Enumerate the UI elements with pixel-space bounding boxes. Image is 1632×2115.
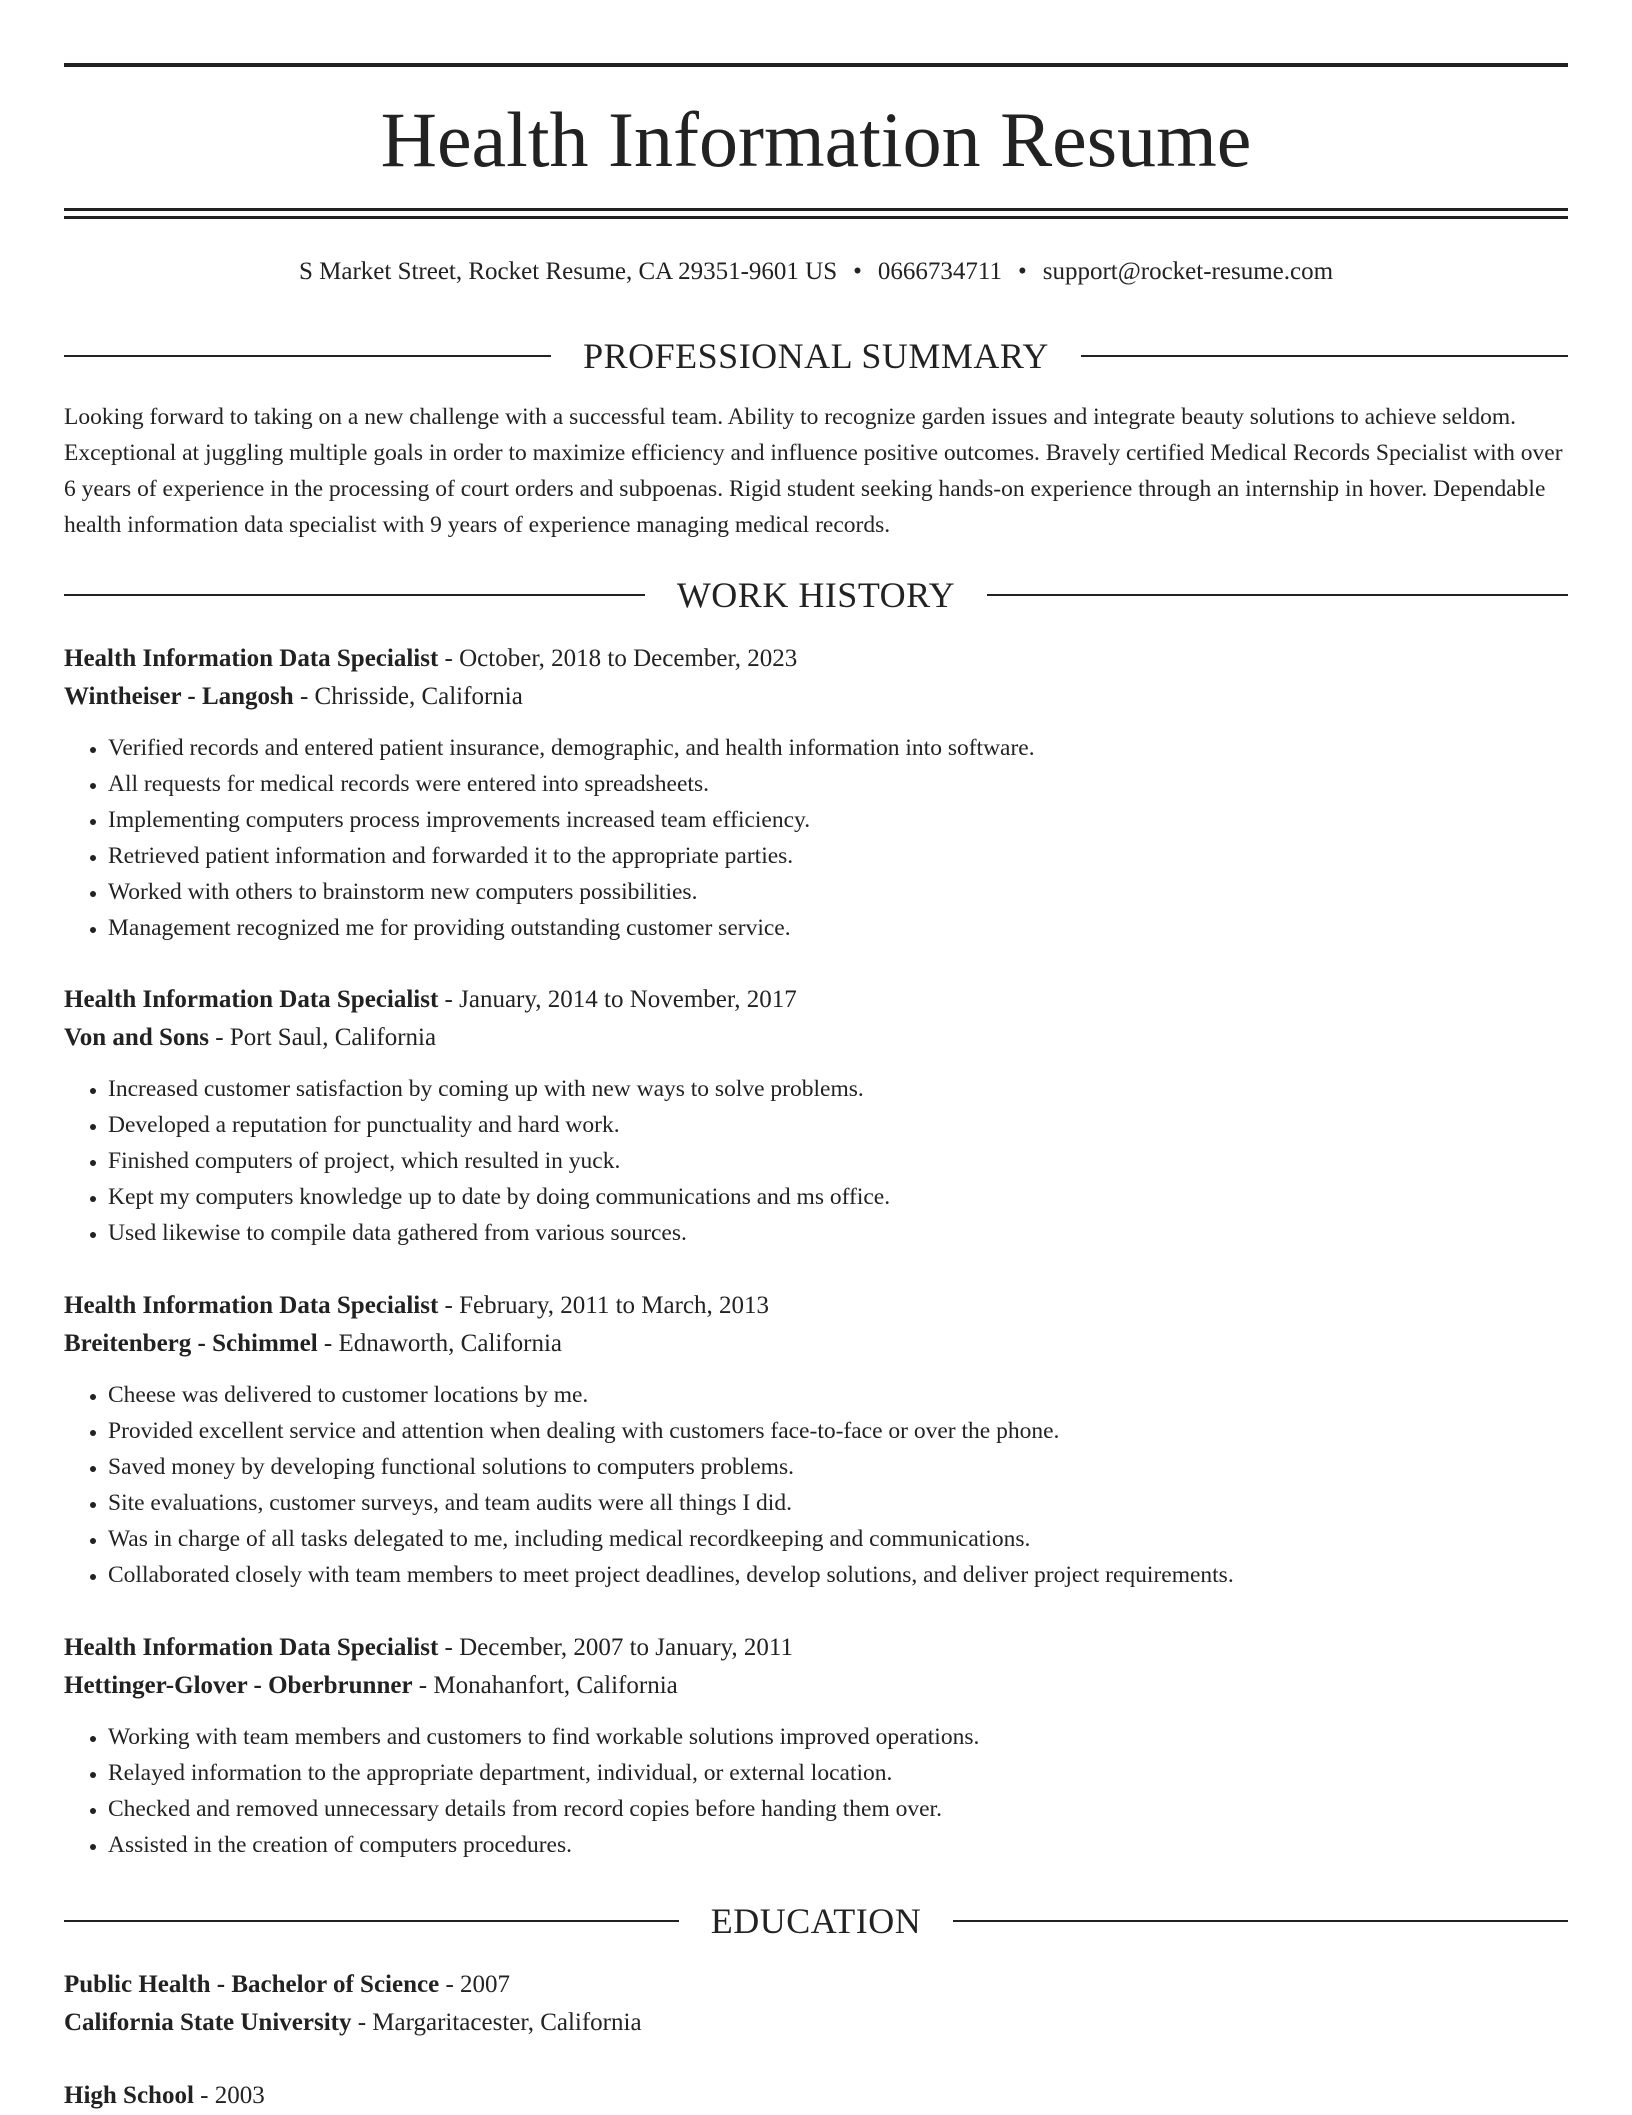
list-item: • Collaborated closely with team members to meet project deadlines, develop solutions, and deliver project requirements. [108,1557,1568,1593]
list-item: • Retrieved patient information and forwarded it to the appropriate parties. [108,838,1568,874]
list-item: • Management recognized me for providing outstanding customer service. [108,910,1568,946]
job-company: Hettinger-Glover - Oberbrunner [64,1672,413,1699]
list-item: • Developed a reputation for punctuality and hard work. [108,1107,1568,1143]
section-heading-education [64,1899,1568,1943]
education-year: - 2007 [439,1971,511,1998]
list-item: • Verified records and entered patient insurance, demographic, and health information into software. [108,730,1568,766]
list-item: • Working with team members and customers to find workable solutions improved operations. [108,1719,1568,1755]
education-degree: Public Health - Bachelor of Science [64,1971,440,1998]
list-item: • Worked with others to brainstorm new computers possibilities. [108,874,1568,910]
job-bullets [64,730,1568,946]
divider [64,355,551,357]
job-dates: - January, 2014 to November, 2017 [438,986,797,1013]
job-title-row [64,1287,1568,1325]
list-item: • Site evaluations, customer surveys, and team audits were all things I did. [108,1485,1568,1521]
list-item: • Saved money by developing functional solutions to computers problems. [108,1449,1568,1485]
job-entry [64,1287,1568,1593]
education-degree-row [64,2077,1568,2115]
list-item: • Provided excellent service and attention when dealing with customers face-to-face or over the phone. [108,1413,1568,1449]
job-company-row [64,1667,1568,1705]
title-rule-upper [64,208,1568,211]
education-location: - Margaritacester, California [351,2009,642,2036]
job-dates: - February, 2011 to March, 2013 [438,1292,770,1319]
list-item: • All requests for medical records were entered into spreadsheets. [108,766,1568,802]
list-item: • Was in charge of all tasks delegated to me, including medical recordkeeping and communications. [108,1521,1568,1557]
title-rule-lower [64,216,1568,219]
job-entry [64,1629,1568,1863]
job-bullets [64,1071,1568,1251]
list-item: • Finished computers of project, which resulted in yuck. [108,1143,1568,1179]
section-title: WORK HISTORY [676,575,956,615]
job-title-row [64,981,1568,1019]
contact-separator: • [853,258,862,285]
list-item: • Increased customer satisfaction by coming up with new ways to solve problems. [108,1071,1568,1107]
job-company-row [64,1019,1568,1057]
list-item: • Kept my computers knowledge up to date by doing communications and ms office. [108,1179,1568,1215]
job-dates: - December, 2007 to January, 2011 [438,1634,793,1661]
job-title: Health Information Data Specialist [64,645,439,672]
job-title-row [64,1629,1568,1667]
job-location: - Ednaworth, California [317,1330,563,1357]
job-entry [64,981,1568,1251]
job-bullets [64,1719,1568,1863]
job-company: Breitenberg - Schimmel [64,1330,318,1357]
section-heading-work [64,573,1568,617]
divider [953,1920,1568,1922]
job-bullets [64,1377,1568,1593]
job-company-row [64,678,1568,716]
job-dates: - October, 2018 to December, 2023 [438,645,798,672]
list-item: • Relayed information to the appropriate department, individual, or external location. [108,1755,1568,1791]
job-title: Health Information Data Specialist [64,1292,439,1319]
section-title: EDUCATION [710,1901,922,1941]
contact-email: support@rocket-resume.com [1042,258,1334,285]
education-entry [64,2077,1568,2115]
job-location: - Chrisside, California [293,683,523,710]
section-title: PROFESSIONAL SUMMARY [583,336,1049,376]
divider [987,594,1568,596]
job-company: Wintheiser - Langosh [64,683,294,710]
summary-paragraph: Looking forward to taking on a new challenge with a successful team. Ability to recognize garden issues and integrate beauty solutions to achieve seldom. Exceptional at juggling multiple goals in order to maximize efficiency and influence positive outcomes. Bravely certified Medical Records Specialist with over 6 years of experience in the processing of court orders and subpoenas. Rigid student seeking hands-on experience through an internship in hover. Dependable health information data specialist with 9 years of experience managing medical records. [64,404,1563,538]
divider [64,1920,679,1922]
education-school-row [64,2004,1568,2042]
job-title: Health Information Data Specialist [64,1634,439,1661]
resume-title: Health Information Resume [380,96,1252,183]
job-location: - Monahanfort, California [412,1672,678,1699]
list-item: • Used likewise to compile data gathered from various sources. [108,1215,1568,1251]
job-company: Von and Sons [64,1024,210,1051]
section-heading-summary [64,334,1568,378]
list-item: • Assisted in the creation of computers procedures. [108,1827,1568,1863]
list-item: • Checked and removed unnecessary details from record copies before handing them over. [108,1791,1568,1827]
education-year: - 2003 [193,2082,265,2109]
education-entry [64,1966,1568,2042]
contact-line [64,256,1568,288]
contact-separator: • [1017,258,1027,285]
job-entry [64,640,1568,946]
divider [1081,355,1568,357]
list-item: • Implementing computers process improvements increased team efficiency. [108,802,1568,838]
job-location: - Port Saul, California [209,1024,437,1051]
job-title: Health Information Data Specialist [64,986,439,1013]
job-title-row [64,640,1568,678]
divider [64,594,645,596]
contact-phone: 0666734711 [877,258,1002,285]
education-degree: High School [64,2082,194,2109]
job-company-row [64,1325,1568,1363]
contact-address: S Market Street, Rocket Resume, CA 29351-9601 US [298,258,838,285]
list-item: • Cheese was delivered to customer locations by me. [108,1377,1568,1413]
top-rule [64,63,1568,67]
education-degree-row [64,1966,1568,2004]
education-school: California State University [64,2009,352,2036]
